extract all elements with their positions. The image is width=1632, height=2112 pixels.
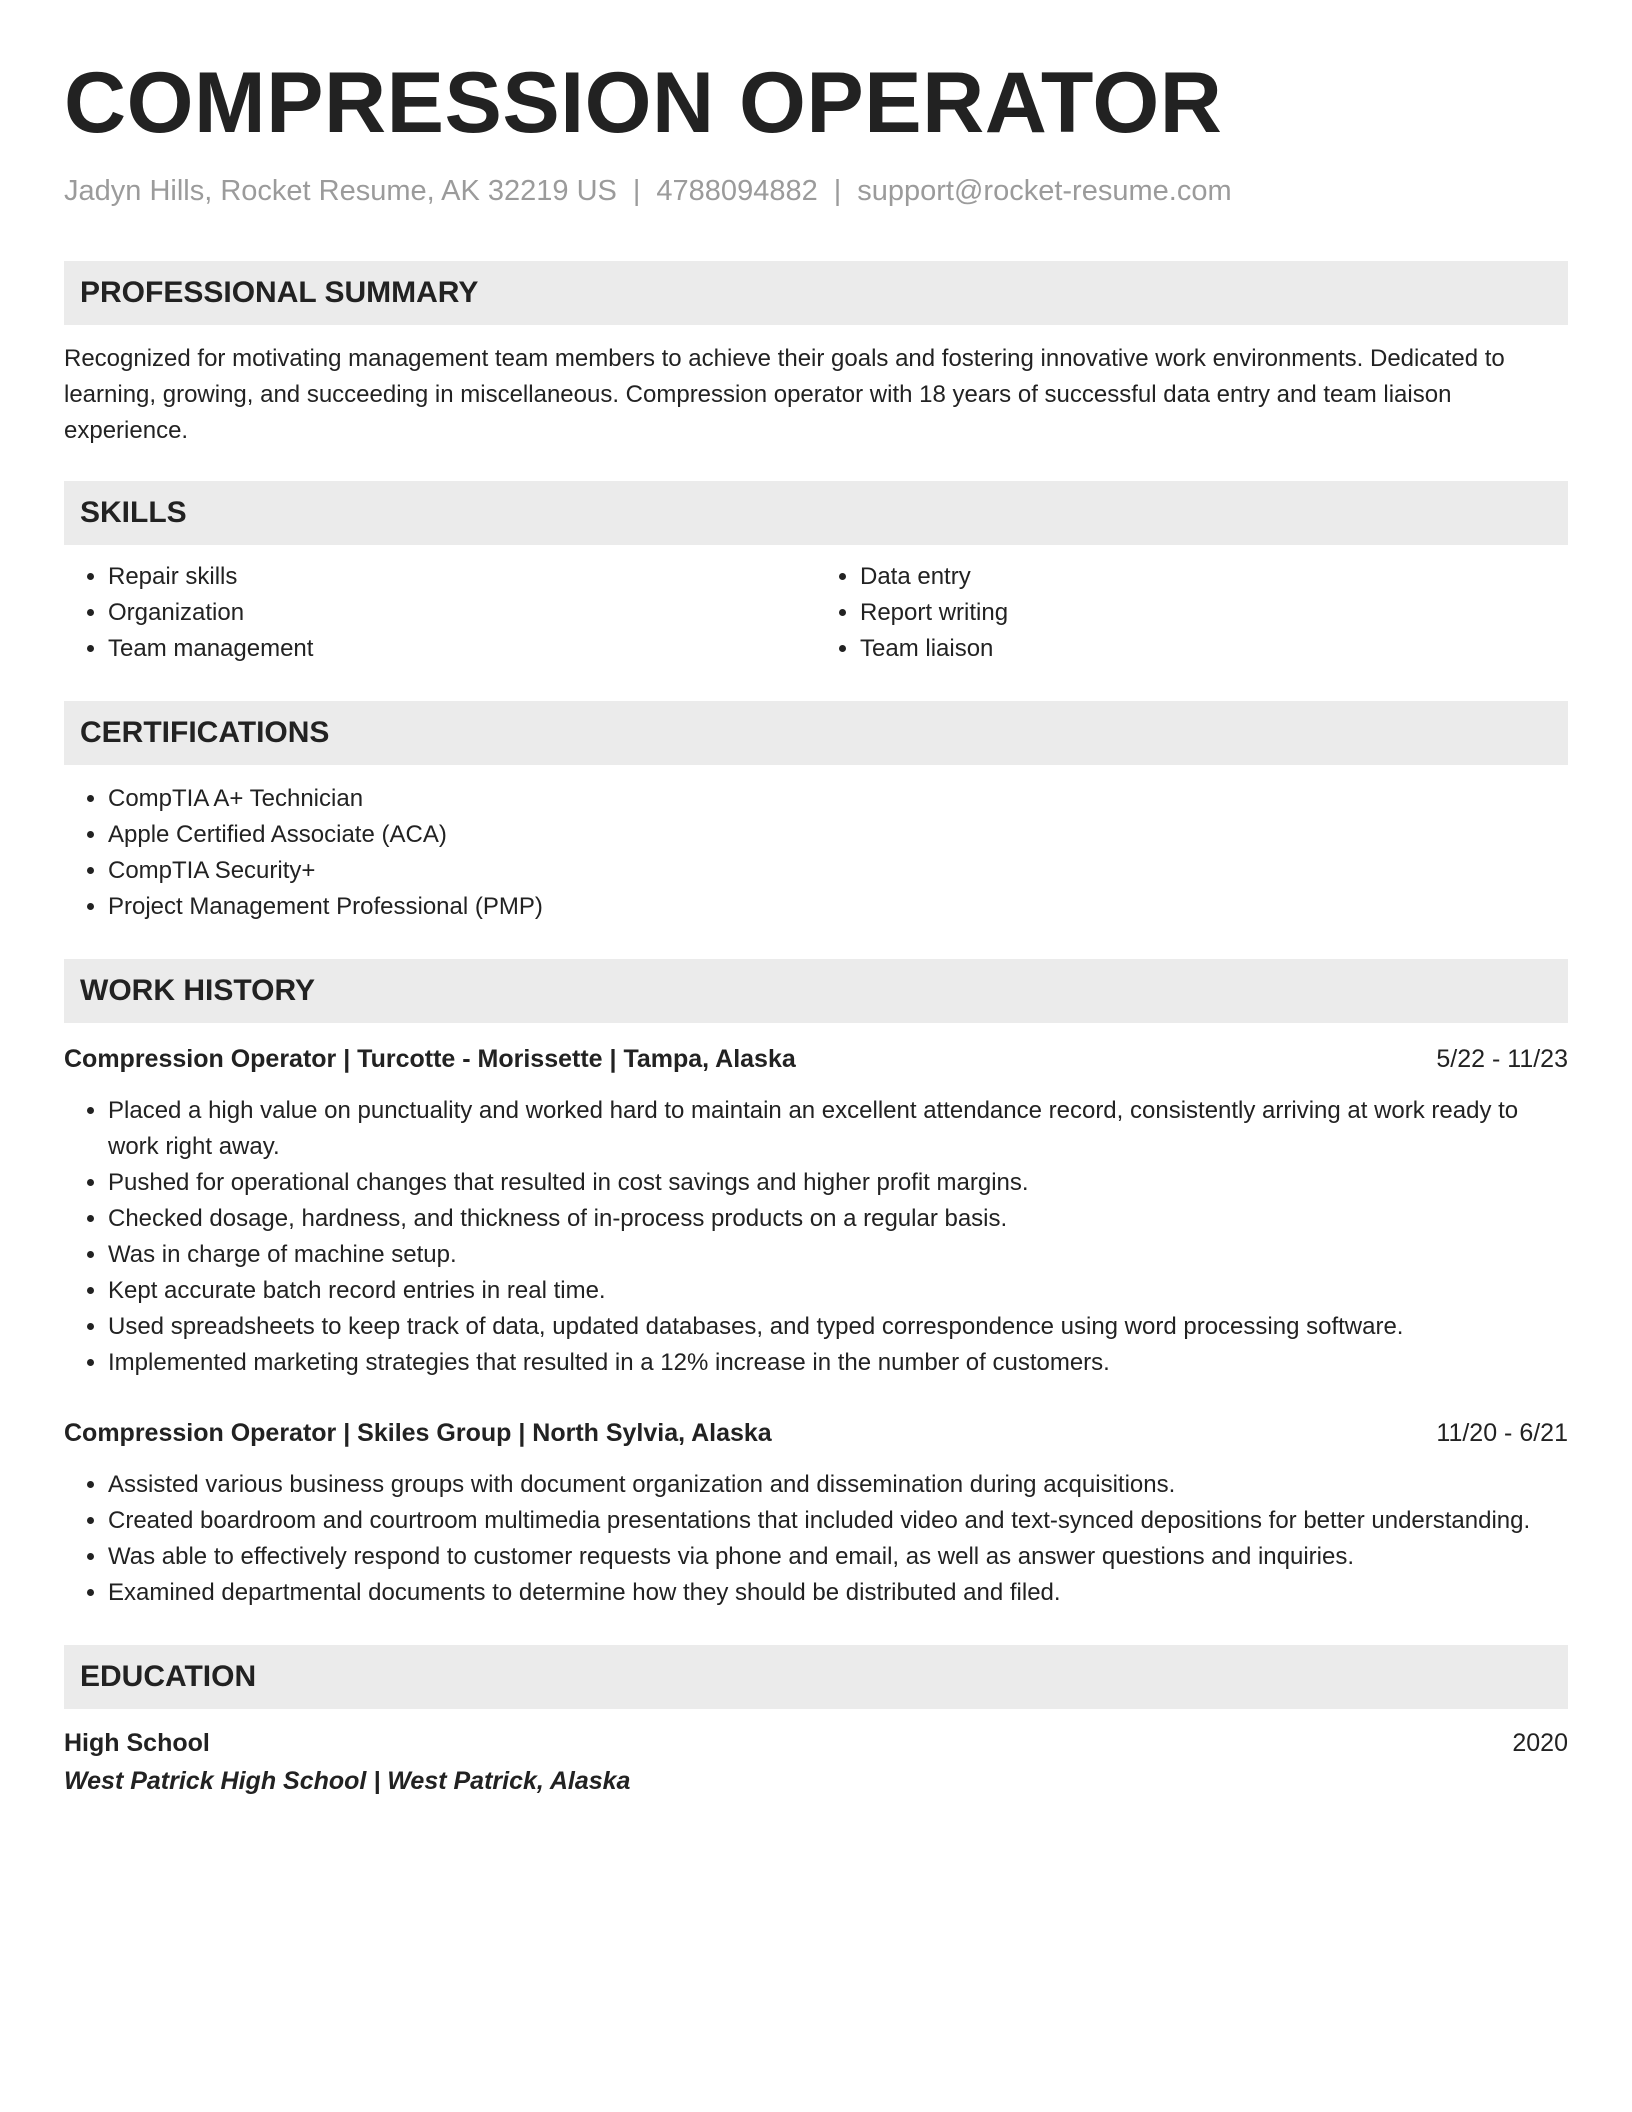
- job-header: [64, 1415, 1568, 1451]
- contact-separator: |: [833, 175, 842, 207]
- job-bullet: • Used spreadsheets to keep track of data, updated databases, and typed correspondence using word processing software.: [108, 1309, 1568, 1345]
- contact-address: Jadyn Hills, Rocket Resume, AK 32219 US: [64, 175, 617, 207]
- certifications-heading: CERTIFICATIONS: [64, 701, 1568, 765]
- contact-email: support@rocket-resume.com: [857, 175, 1232, 207]
- skills-list-left: [64, 559, 816, 667]
- education-heading: EDUCATION: [64, 1645, 1568, 1709]
- job-title: Compression Operator | Turcotte - Morissette | Tampa, Alaska: [64, 1044, 796, 1073]
- skill-item: • Organization: [108, 595, 816, 631]
- job-bullet: • Was able to effectively respond to customer requests via phone and email, as well as answer questions and inquiries.: [108, 1539, 1568, 1575]
- job-bullet: • Examined departmental documents to determine how they should be distributed and filed.: [108, 1575, 1568, 1611]
- summary-text: Recognized for motivating management team members to achieve their goals and fostering innovative work environments. Dedicated to learning, growing, and succeeding in miscellaneous. Compression operator with 18 years of successful data entry and team liaison experience.: [64, 344, 1505, 444]
- skills-list-right: [816, 559, 1568, 667]
- education-degree: High School: [64, 1728, 210, 1757]
- summary-section: [64, 261, 1568, 449]
- certifications-section: [64, 701, 1568, 925]
- skill-item: • Team management: [108, 631, 816, 667]
- skills-columns: [64, 559, 1568, 667]
- job-bullet: • Implemented marketing strategies that resulted in a 12% increase in the number of customers.: [108, 1345, 1568, 1381]
- certification-item: • CompTIA Security+: [108, 853, 1568, 889]
- job-bullets: [64, 1093, 1568, 1381]
- skill-item: • Repair skills: [108, 559, 816, 595]
- job-bullet: • Pushed for operational changes that resulted in cost savings and higher profit margins.: [108, 1165, 1568, 1201]
- education-year: 2020: [1512, 1728, 1568, 1757]
- work-heading: WORK HISTORY: [64, 959, 1568, 1023]
- job-bullet: • Was in charge of machine setup.: [108, 1237, 1568, 1273]
- candidate-title: COMPRESSION OPERATOR: [64, 55, 1223, 151]
- job-entry: [64, 1041, 1568, 1381]
- certifications-list: [64, 781, 1568, 925]
- job-dates: 5/22 - 11/23: [1436, 1044, 1568, 1073]
- job-bullet: • Created boardroom and courtroom multimedia presentations that included video and text-synced depositions for better understanding.: [108, 1503, 1568, 1539]
- job-title: Compression Operator | Skiles Group | North Sylvia, Alaska: [64, 1418, 772, 1447]
- education-school: West Patrick High School | West Patrick, Alaska: [64, 1766, 631, 1795]
- job-bullet: • Placed a high value on punctuality and worked hard to maintain an excellent attendance record, consistently arriving at work ready to work right away.: [108, 1093, 1568, 1165]
- job-bullet: • Kept accurate batch record entries in real time.: [108, 1273, 1568, 1309]
- contact-phone: 4788094882: [656, 175, 818, 207]
- certification-item: • Apple Certified Associate (ACA): [108, 817, 1568, 853]
- skill-item: • Team liaison: [860, 631, 1568, 667]
- contact-separator: |: [632, 175, 641, 207]
- education-header: [64, 1725, 1568, 1761]
- summary-heading: PROFESSIONAL SUMMARY: [64, 261, 1568, 325]
- job-bullet: • Assisted various business groups with document organization and dissemination during acquisitions.: [108, 1467, 1568, 1503]
- skill-item: • Data entry: [860, 559, 1568, 595]
- job-header: [64, 1041, 1568, 1077]
- contact-line: [64, 174, 1568, 209]
- skill-item: • Report writing: [860, 595, 1568, 631]
- job-entry: [64, 1415, 1568, 1611]
- skills-section: [64, 481, 1568, 667]
- job-dates: 11/20 - 6/21: [1436, 1418, 1568, 1447]
- certification-item: • CompTIA A+ Technician: [108, 781, 1568, 817]
- certification-item: • Project Management Professional (PMP): [108, 889, 1568, 925]
- skills-heading: SKILLS: [64, 481, 1568, 545]
- job-bullets: [64, 1467, 1568, 1611]
- job-bullet: • Checked dosage, hardness, and thickness of in-process products on a regular basis.: [108, 1201, 1568, 1237]
- education-section: [64, 1645, 1568, 1799]
- work-section: [64, 959, 1568, 1611]
